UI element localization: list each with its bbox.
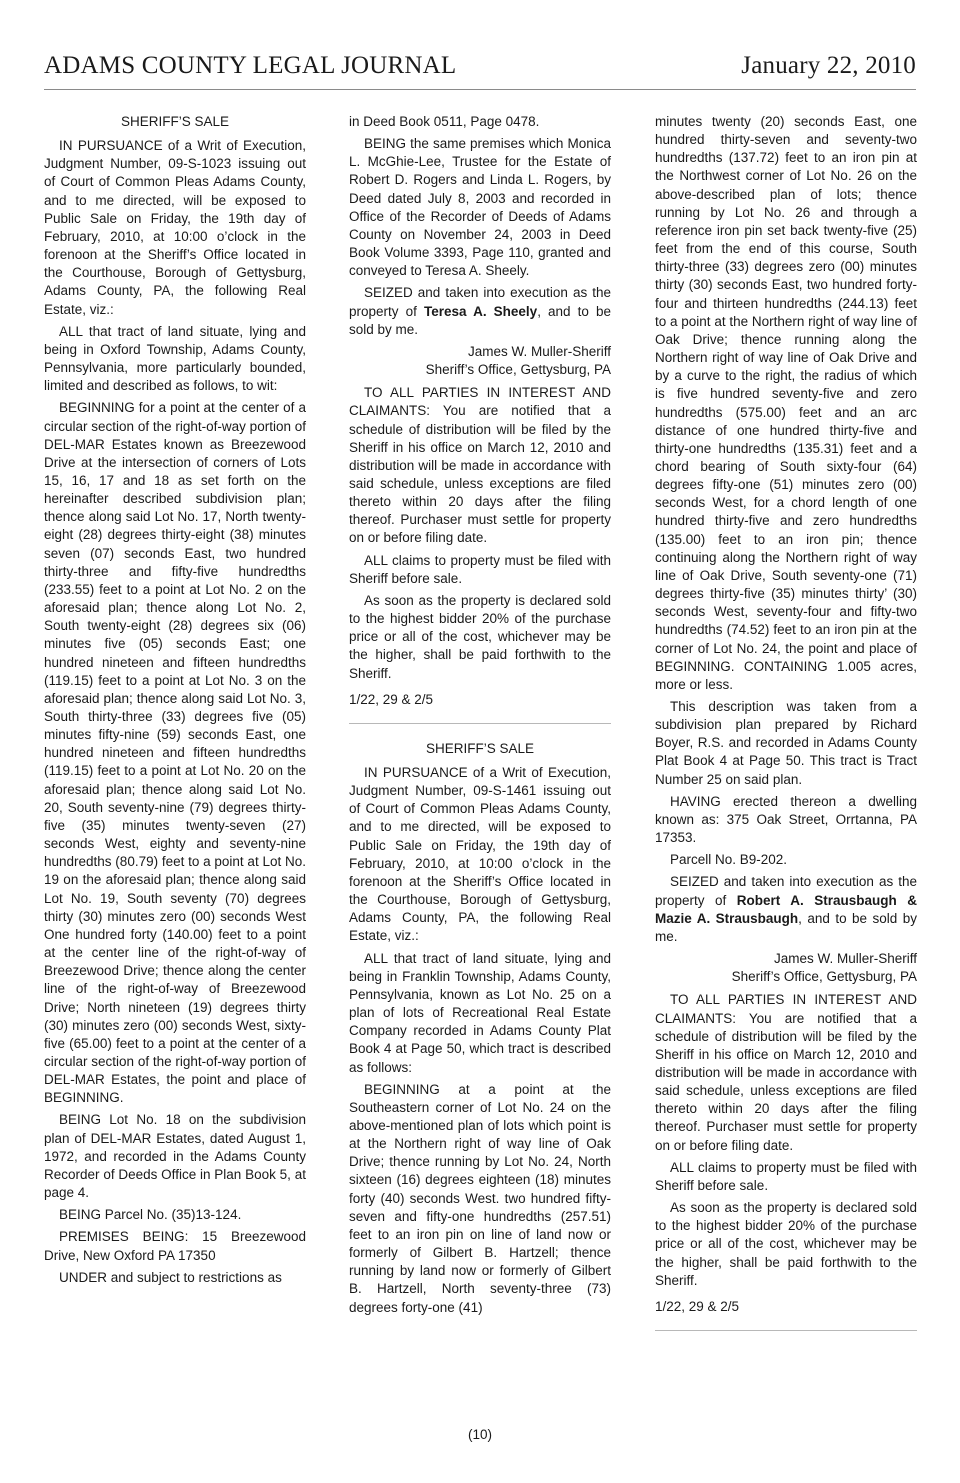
description-paragraph: BEGINNING for a point at the center of a circular section of the right-of-way portion of DEL-MAR Estates known as Breezewood Drive at the intersection of corners of Lots 15, 16, 17 and 18 as set forth on the hereinafter described subdivision plan; thence along said Lot No. 17, North twenty-eight (28) degrees thirty-eight (38) minutes seven (07) seconds East, two hundred thirty-three and fifty-five hundredths (233.55) feet to a point at Lot No. 2 on the aforesaid plan; thence along Lot No. 2, South twenty-eight (28) degrees six (06) minutes five (05) seconds East; one hundred nineteen and fifteen hundredths (119.15) feet to a point at Lot No. 3 on the aforesaid plan; thence along said Lot No. 3, South thirty-three (33) degrees five (05) minutes fifty-nine (59) seconds East, one hundred nineteen and fifteen hundredths (119.15) feet to a point at Lot No. 20 on the aforesaid plan; thence along said Lot No. 20, South seventy-nine (79) degrees thirty-five (35) minutes twenty-seven (27) seconds West, eighty and seventy-nine hundredths (80.79) feet to a point at Lot No. 19 on the aforesaid plan; thence along said Lot No. 19, South seventy (70) degrees thirty (30) minutes zero (00) seconds West One hundred forty (140.00) feet to a point at the center line of the right-of-way of Breezewood Drive; thence along the center line of the right-of-way of Breezewood Drive; North nineteen (19) degrees thirty (30) minutes zero (00) seconds West, sixty-five (65.00) feet to a point at the center of a circular section of the right-of-way portion of DEL-MAR Estates, the point and place of BEGINNING.: [44, 400, 306, 1106]
publication-title: ADAMS COUNTY LEGAL JOURNAL: [44, 52, 457, 79]
description-paragraph: BEGINNING at a point at the Southeastern corner of Lot No. 24 on the above-mentioned plan of lots which point is at the Northern right of way line of Oak Drive; thence running by Lot No. 24, North sixteen (16) degrees eighteen (18) minutes forty (40) seconds West. two hundred fifty-seven and fifty-one hundredths (257.51) feet to an iron pin on line of land now or formerly of Gilbert B. Hartzell; thence running by land now or formerly of Gilbert B. Hartzell, North seventy-three (73) degrees forty-one (41): [349, 1081, 611, 1315]
notice-heading: SHERIFF’S SALE: [425, 740, 535, 756]
sheriff-signature: James W. Muller-Sheriff: [773, 951, 917, 967]
publication-dates: 1/22, 29 & 2/5: [349, 691, 434, 707]
seized-text: SEIZED and taken into execution as the property of: [349, 285, 611, 319]
owner-name: Robert A. Strausbaugh & Mazie A. Strausbaugh: [655, 892, 917, 926]
seized-text-end: , and to be sold by me.: [655, 910, 917, 944]
parcel-paragraph: BEING Parcel No. (35)13-124.: [59, 1207, 242, 1223]
declared-paragraph: As soon as the property is declared sold to the highest bidder 20% of the purchase price or all of the cost, whichever may be the higher, shall be paid forthwith to the Sheriff.: [655, 1200, 917, 1288]
section-divider: [349, 723, 611, 724]
notice-heading: SHERIFF’S SALE: [120, 114, 230, 129]
seized-text: SEIZED and taken into execution as the property of: [655, 874, 917, 908]
writ-paragraph: IN PURSUANCE of a Writ of Execution, Judgment Number, 09-S-1023 issuing out of Court of Common Pleas Adams County, and to me directed, will be exposed to Public Sale on Friday, the 19th day of February, 2010, at 10:00 o’clock in the forenoon at the Sheriff’s Office located in the Courthouse, Borough of Gettysburg, Adams County, PA, the following Real Estate, viz.:: [44, 138, 306, 317]
being-paragraph: BEING the same premises which Monica L. McGhie-Lee, Trustee for the Estate of Robert D. Rogers and Linda L. Rogers, by Deed dated July 8, 2003 and recorded in Office of the Recorder of Deeds of Adams County on November 24, 2003 in Deed Book Volume 3393, Page 110, granted and conveyed to Teresa A. Sheely.: [349, 136, 611, 279]
sheriff-signature: James W. Muller-Sheriff: [467, 343, 611, 359]
issue-date: January 22, 2010: [741, 52, 916, 79]
deed-book-paragraph: in Deed Book 0511, Page 0478.: [349, 114, 540, 129]
claims-paragraph: ALL claims to property must be filed with Sheriff before sale.: [349, 552, 611, 586]
seized-paragraph: [655, 873, 917, 946]
publication-dates: 1/22, 29 & 2/5: [655, 1298, 740, 1314]
sheriff-office: Sheriff’s Office, Gettysburg, PA: [731, 969, 917, 985]
description-continued: minutes twenty (20) seconds East, one hundred thirty-seven and seventy-two hundredths (137.72) feet to an iron pin at the Northwest corner of Lot No. 26 on the above-described plan of lots; thence running by Lot No. 26 and through a reference iron pin set back twenty-five (25) feet from the end of this course, South thirty-three (33) degrees zero (00) minutes thirty (30) seconds East, two hundred forty-four and thirteen hundredths (244.13) feet to a point at the Northern right of way line of Oak Drive; thence running along the Northern right of way line of Oak Drive and by a curve to the right, the radius of which is five hundred seventy-five and zero hundredths (575.00) feet and an arc distance of one hundred thirty-five and thirty-one hundredths (135.31) feet and a chord bearing of South sixty-four (64) degrees fifty-one (51) minutes zero (00) seconds West, for a chord length of one hundred thirty-five and zero hundredths (135.00) feet to an iron pin; thence continuing along the Northern right of way line of Oak Drive, South seventy-one (71) degrees thirty-five (35) minutes thirty’ (30) seconds West, seventy-four and fifty-two hundredths (74.52) feet to an iron pin at the corner of Lot No. 24, the point and place of BEGINNING. CONTAINING 1.005 acres, more or less.: [655, 114, 917, 692]
tract-paragraph: ALL that tract of land situate, lying and being in Oxford Township, Adams County, Pennsylvania, more particularly bounded, limited and described as follows, to wit:: [44, 323, 306, 394]
premises-paragraph: PREMISES BEING: 15 Breezewood Drive, New Oxford PA 17350: [44, 1229, 306, 1263]
plan-paragraph: This description was taken from a subdivision plan prepared by Richard Boyer, R.S. and recorded in Adams County Plat Book 4 at Page 50. This tract is Tract Number 25 on said plan.: [655, 699, 917, 787]
claimants-notice: TO ALL PARTIES IN INTEREST AND CLAIMANTS: You are notified that a schedule of distribution will be filed by the Sheriff in his office on March 12, 2010 and distribution will be made in accordance with said schedule, unless exceptions are filed thereto within 20 days after the filing thereof. Purchaser must settle for property on or before filing date.: [655, 992, 917, 1153]
masthead: [44, 50, 916, 90]
restrictions-paragraph: UNDER and subject to restrictions as: [59, 1269, 282, 1285]
column-1: [44, 113, 306, 1291]
column-3: [655, 113, 917, 1347]
column-2: [349, 113, 611, 1321]
owner-name: Teresa A. Sheely: [423, 303, 538, 319]
tract-paragraph: ALL that tract of land situate, lying and being in Franklin Township, Adams County, Pennsylvania, known as Lot No. 25 on a plan of lots of Recreational Real Estate Company recorded in Adams County Plat Book 4 at Page 50, which tract is described as follows:: [349, 950, 611, 1075]
dwelling-paragraph: HAVING erected thereon a dwelling known as: 375 Oak Street, Orrtanna, PA 17353.: [655, 793, 917, 846]
writ-paragraph: IN PURSUANCE of a Writ of Execution, Judgment Number, 09-S-1461 issuing out of Court of Common Pleas Adams County, and to me directed, will be exposed to Public Sale on Friday, the 19th day of February, 2010, at 10:00 o’clock in the forenoon at the Sheriff’s Office located in the Courthouse, Borough of Gettysburg, Adams County, PA, the following Real Estate, viz.:: [349, 765, 611, 944]
page-number: (10): [467, 1427, 492, 1442]
seized-paragraph: [349, 284, 611, 338]
parcel-paragraph: Parcell No. B9-202.: [670, 852, 788, 868]
seized-text-end: , and to be sold by me.: [349, 303, 611, 337]
claims-paragraph: ALL claims to property must be filed with Sheriff before sale.: [655, 1159, 917, 1193]
declared-paragraph: As soon as the property is declared sold to the highest bidder 20% of the purchase price or all of the cost, whichever may be the higher, shall be paid forthwith to the Sheriff.: [349, 592, 611, 681]
sheriff-office: Sheriff’s Office, Gettysburg, PA: [425, 362, 611, 378]
claimants-notice: TO ALL PARTIES IN INTEREST AND CLAIMANTS: You are notified that a schedule of distribution will be filed by the Sheriff in his office on March 12, 2010 and distribution will be made in accordance with said schedule, unless exceptions are filed thereto within 20 days after the filing thereof. Purchaser must settle for property on or before filing date.: [349, 385, 611, 546]
section-divider: [655, 1330, 917, 1331]
lot-paragraph: BEING Lot No. 18 on the subdivision plan of DEL-MAR Estates, dated August 1, 1972, and recorded in the Adams County Recorder of Deeds Office in Plan Book 5, at page 4.: [44, 1112, 306, 1201]
